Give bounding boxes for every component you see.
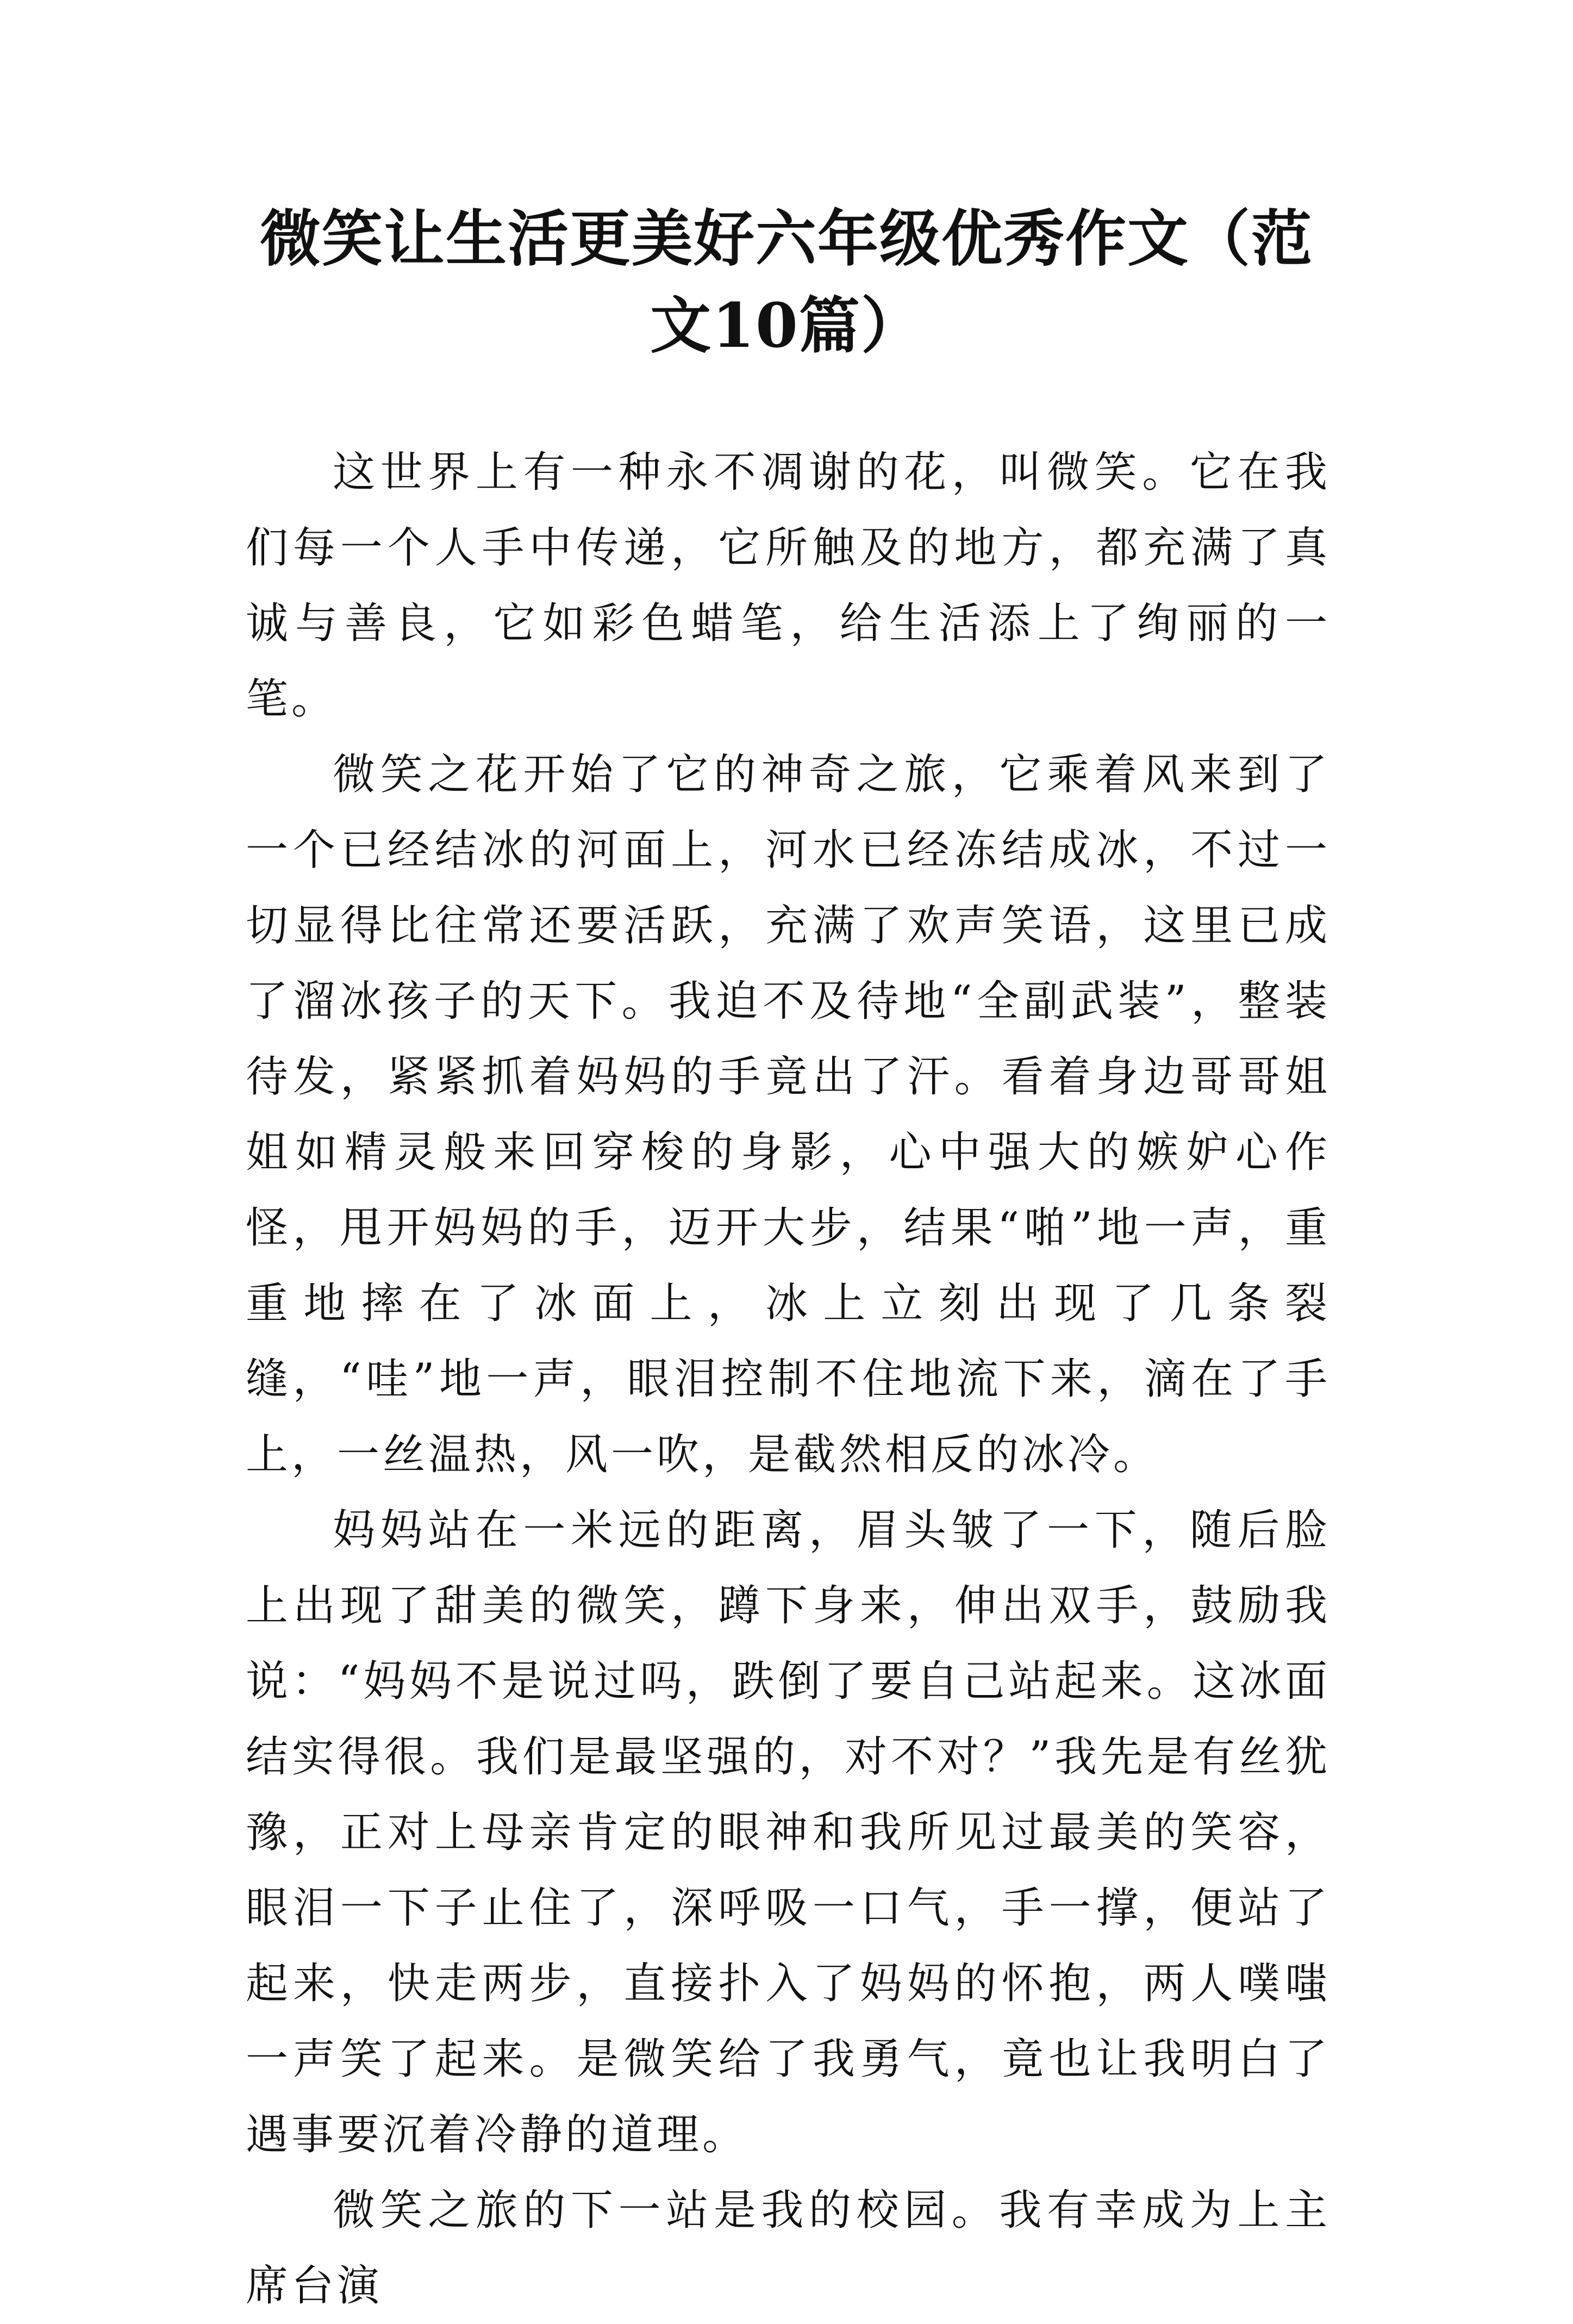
document-title: 微笑让生活更美好六年级优秀作文（范文10篇） — [260, 203, 1313, 362]
paragraph-3: 妈妈站在一米远的距离，眉头皱了一下，随后脸上出现了甜美的微笑，蹲下身来，伸出双手，鼓励我说：“妈妈不是说过吗，跌倒了要自己站起来。这冰面结实得很。我们是最坚强的，对不对？”我先是有丝犹豫，正对上母亲肯定的眼神和我所见过最美的笑容，眼泪一下子止住了，深呼吸一口气，手一撑，便站了起来，快走两步，直接扑入了妈妈的怀抱，两人噗嗤一声笑了起来。是微笑给了我勇气，竟也让我明白了遇事要沉着冷静的道理。 — [246, 1506, 1331, 2159]
document-body — [246, 435, 1331, 2324]
paragraph-4: 微笑之旅的下一站是我的校园。我有幸成为上主席台演 — [246, 2186, 1331, 2310]
paragraph-2: 微笑之花开始了它的神奇之旅，它乘着风来到了一个已经结冰的河面上，河水已经冻结成冰，不过一切显得比往常还要活跃，充满了欢声笑语，这里已成了溜冰孩子的天下。我迫不及待地“全副武装”，整装待发，紧紧抓着妈妈的手竟出了汗。看着身边哥哥姐姐如精灵般来回穿梭的身影，心中强大的嫉妒心作怪，甩开妈妈的手，迈开大步，结果“啪”地一声，重重地摔在了冰面上，冰上立刻出现了几条裂缝，“哇”地一声，眼泪控制不住地流下来，滴在了手上，一丝温热，风一吹，是截然相反的冰冷。 — [246, 750, 1331, 1479]
paragraph-1: 这世界上有一种永不凋谢的花，叫微笑。它在我们每一个人手中传递，它所触及的地方，都充满了真诚与善良，它如彩色蜡笔，给生活添上了绚丽的一笔。 — [246, 448, 1331, 724]
